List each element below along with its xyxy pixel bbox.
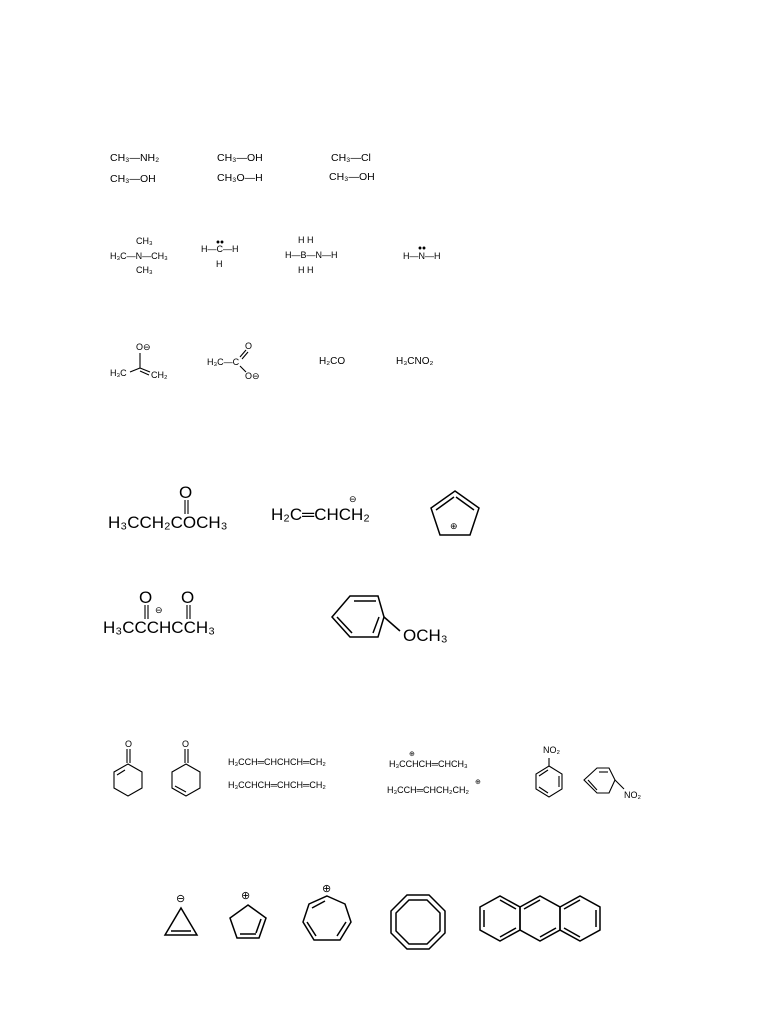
- enolate-ch2: CH₂: [151, 370, 168, 380]
- ring-cation-charge: ⊕: [450, 521, 458, 531]
- cyclohexenone-ring: [110, 748, 150, 798]
- cyclopropenyl-charge: ⊖: [176, 893, 186, 905]
- amine-borane-middle: H—B—N—H: [285, 250, 338, 260]
- acetate-oxygen-bottom: O⊖: [245, 371, 260, 381]
- trimethylamine-middle: H₃C—N—CH₃: [110, 251, 168, 261]
- enolate-oxygen: O⊖: [136, 342, 151, 352]
- allyl-cation-formula-b: H₃CCH═CHCH₂CH₂: [387, 785, 470, 795]
- trimethylamine-bottom: CH₃: [136, 265, 153, 275]
- acetate-oxygen-top: O: [245, 341, 253, 351]
- enolate-bonds: [128, 350, 158, 378]
- acetate-bonds: [236, 348, 252, 376]
- cyclopentadienyl-cation-ring: [228, 902, 270, 940]
- methanol-formula: CH₃—OH: [110, 173, 156, 185]
- anthracene-rings: [478, 893, 602, 949]
- cation-charge-a: ⊕: [409, 751, 415, 758]
- triene-formula-b: H₃CCHCH═CHCH═CH₂: [228, 780, 326, 790]
- diketone-charge: ⊖: [155, 605, 163, 615]
- chloromethane-formula: CH₃—Cl: [331, 152, 371, 164]
- lone-pair-icon: [417, 246, 427, 252]
- nitrobenzene-nitro-label: NO₂: [624, 790, 641, 800]
- allyl-anion-formula: H₂C═CHCH₂: [271, 505, 370, 524]
- nitrobenzene-nitro-label: NO₂: [543, 745, 560, 755]
- diketone-formula: H₃CCCHCCH₃: [103, 618, 216, 637]
- cyclohexenone-ring: [168, 748, 208, 798]
- ester-carbonyl-oxygen: O: [179, 483, 193, 502]
- diketone-oxygen-2: O: [181, 588, 195, 607]
- amine-borane-bottom: H H: [298, 265, 314, 275]
- cyclooctatetraene-ring: [389, 893, 449, 951]
- trimethylamine-top: CH₃: [136, 236, 153, 246]
- cyclohexenone-oxygen: O: [125, 739, 133, 749]
- cyclohexenone-oxygen: O: [182, 739, 190, 749]
- formaldehyde-formula: H₂CO: [319, 356, 346, 367]
- nitromethane-formula: H₃CNO₂: [396, 356, 434, 367]
- methyl-anion-row: H—C—H: [201, 244, 239, 254]
- allyl-anion-charge: ⊖: [349, 494, 357, 504]
- amide-anion-formula: H—N—H: [403, 251, 441, 261]
- tropylium-charge: ⊕: [322, 883, 332, 895]
- cyclopentadienyl-charge: ⊕: [241, 890, 251, 902]
- tropylium-ring: [302, 894, 354, 948]
- ester-formula: H₃CCH₂COCH₃: [108, 513, 228, 532]
- methanol-formula: CH₃—OH: [329, 171, 375, 183]
- lone-pair-icon: [215, 240, 225, 246]
- methylamine-formula: CH₃—NH₂: [110, 152, 160, 164]
- enolate-h3c: H₃C: [110, 368, 127, 378]
- cyclopropenyl-anion-ring: [163, 906, 201, 938]
- allyl-cation-formula-a: H₃CCHCH═CHCH₃: [389, 759, 468, 769]
- cation-charge-b: ⊕: [475, 779, 481, 786]
- methyl-anion-bottom: H: [216, 259, 223, 269]
- cyclopentadienyl-cation-ring: [428, 488, 484, 540]
- amine-borane-top: H H: [298, 235, 314, 245]
- diketone-oxygen-1: O: [139, 588, 153, 607]
- triene-formula-a: H₃CCH═CHCHCH═CH₂: [228, 757, 326, 767]
- acetate-formula: H₃C—C: [207, 357, 240, 367]
- nitrobenzene-ring: [532, 758, 568, 800]
- methanol-formula: CH₃—OH: [217, 152, 263, 164]
- anisole-methoxy: OCH₃: [403, 626, 448, 645]
- methanol-oh-formula: CH₃O—H: [217, 172, 263, 184]
- anisole-benzene-ring: [330, 593, 410, 643]
